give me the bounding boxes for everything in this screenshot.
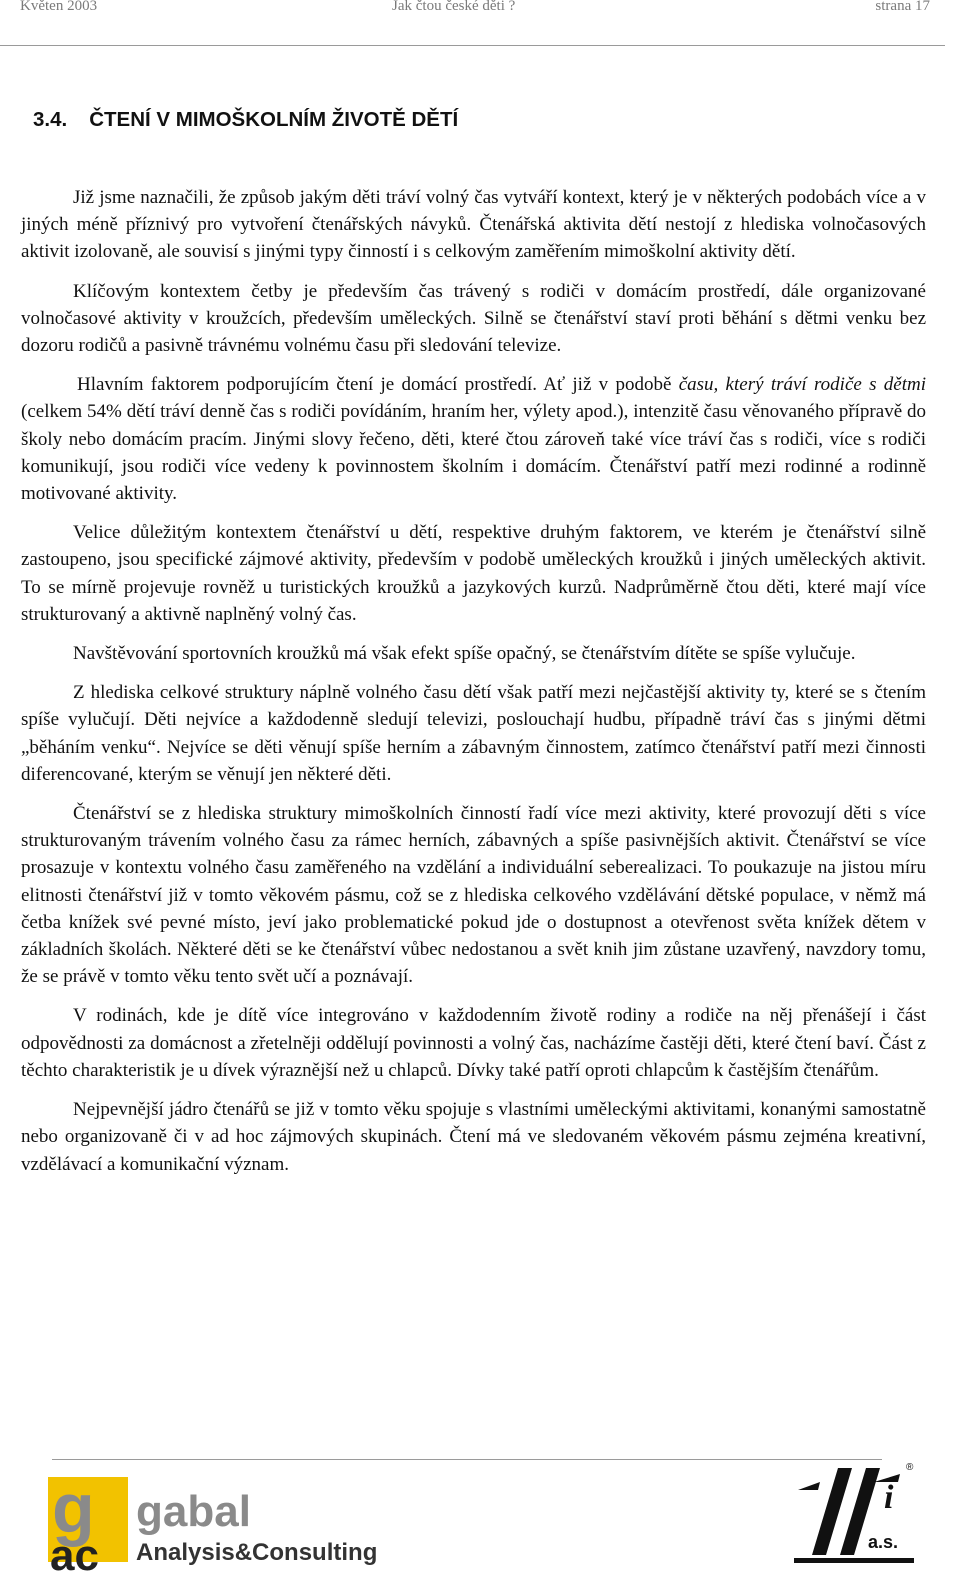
logo-name: gabal — [136, 1487, 251, 1536]
ias-logo — [790, 1460, 920, 1565]
page-header — [20, 0, 940, 24]
paragraph: Z hlediska celkové struktury náplně volného času dětí však patří mezi nejčastější aktivity ty, které se s čtením spíše vylučují. Děti nejvíce a každodenně sledují televizi, poslouchají hudbu, případně tráví čas s jinými dětmi „běháním venku“. Nejvíce se děti věnují spíše herním a zábavným činnostem, zatímco čtenářství patří mezi činnosti diferencované, kterým se věnují jen některé děti. — [21, 682, 926, 785]
logo-suffix: a.s. — [868, 1532, 899, 1552]
paragraph-text: (celkem 54% dětí tráví denně čas s rodiči povídáním, hraním her, výlety apod.), intenzitě času věnovaného přípravě do školy nebo domácím pracím. Jinými slovy řečeno, děti, které čtou zároveň také více tráví čas s rodiči, více s rodiči komunikují, jsou rodiči více vedeny k povinnostem školním i domácím. Čtenářství patří mezi rodinné a rodinně motivované aktivity. — [21, 401, 926, 505]
paragraph: Čtenářství se z hlediska struktury mimoškolních činností řadí více mezi aktivity, které provozují děti s více strukturovaným trávením volného času za rámec herních, zábavných a spíše pasivnějších aktivit. Čtenářství se více prosazuje v kontextu volného času zaměřeného na vzdělání a individuální seberealizaci. To poukazuje na jistou míru elitnosti čtenářství již v tomto věkovém pásmu, což se z hlediska celkového vzdělávání dětské populace, v němž má četba knížek své pevné místo, jeví jako problematické pokud jde o dostupnost a otevřenost světa knížek dětem v základních školách. Některé děti se ke čtenářství vůbec nedostanou a svět knih jim zůstane uzavřený, navzdory tomu, že se právě v tomto věku tento svět učí a poznávají. — [21, 803, 926, 988]
paragraph: Navštěvování sportovních kroužků má však efekt spíše opačný, se čtenářstvím dítěte se spíše vylučuje. — [73, 643, 856, 665]
paragraph-emphasis: času, který tráví rodiče s dětmi — [678, 374, 927, 396]
paragraph: Již jsme naznačili, že způsob jakým děti tráví volný čas vytváří kontext, který je v některých podobách více a v jiných méně příznivý pro vytvoření čtenářských návyků. Čtenářská aktivita dětí nestojí z hlediska volnočasových aktivit izolovaně, ale souvisí s jinými typy činností i s celkovým zaměřením mimoškolní aktivity dětí. — [21, 187, 926, 263]
logo-base-bar — [794, 1558, 914, 1563]
paragraph: Velice důležitým kontextem čtenářství u dětí, respektive druhým faktorem, ve kterém je čtenářství silně zastoupeno, jsou specifické zájmové aktivity, především v podobě uměleckých kroužků i jiných uměleckých aktivit. To se mírně projevuje rovněž u turistických kroužků a jazykových kurzů. Nadprůměrně čtou děti, které mají více strukturovaný a aktivně naplněný volný čas. — [21, 522, 926, 625]
header-divider — [0, 45, 945, 46]
section-heading — [33, 108, 458, 132]
paragraph: Nejpevnější jádro čtenářů se již v tomto věku spojuje s vlastními uměleckými aktivitami, konanými samostatně nebo organizovaně či v ad hoc zájmových skupinách. Čtení má ve sledovaném věkovém pásmu zejména kreativní, vzdělávací a komunikační význam. — [21, 1099, 926, 1175]
logo-mark-letter: i — [884, 1479, 894, 1516]
paragraph: Klíčovým kontextem četby je především čas trávený s rodiči v domácím prostředí, dále organizované volnočasové aktivity v kroužcích, především uměleckých. Silně se čtenářství staví proti běhání s dětmi venku bez dozoru rodičů a pasivně trávnému volnému času při sledování televize. — [21, 280, 926, 357]
header-document-title: Jak čtou české děti ? — [392, 0, 516, 14]
paragraph-text: Hlavním faktorem podporujícím čtení je domácí prostředí. Ať již v podobě — [77, 374, 679, 396]
section-number: 3.4. — [33, 108, 68, 131]
logo-mark-stroke — [798, 1482, 820, 1490]
gabal-logo — [48, 1474, 378, 1574]
logo-tagline: Analysis&Consulting — [136, 1539, 378, 1566]
footer-divider — [52, 1459, 882, 1460]
section-title: ČTENÍ V MIMOŠKOLNÍM ŽIVOTĚ DĚTÍ — [89, 108, 459, 131]
paragraph — [21, 371, 926, 507]
paragraph: V rodinách, kde je dítě více integrováno v každodenním životě rodiny a rodiče na něj přenášejí i část odpovědnosti za domácnost a zřetelněji oddělují povinnosti a volný čas, nacházíme častěji děti, které čtení baví. Část z těchto charakteristik je u dívek výraznější než u chlapců. Dívky také patří oproti chlapcům k častějším čtenářům. — [21, 1005, 926, 1081]
header-page-number: strana 17 — [875, 0, 930, 14]
logo-letters-ac: ac — [50, 1531, 99, 1574]
logo-letter-g: g — [52, 1474, 95, 1547]
logo-registered-mark: ® — [906, 1462, 914, 1473]
body-text — [21, 184, 926, 1190]
header-date: Květen 2003 — [20, 0, 98, 14]
